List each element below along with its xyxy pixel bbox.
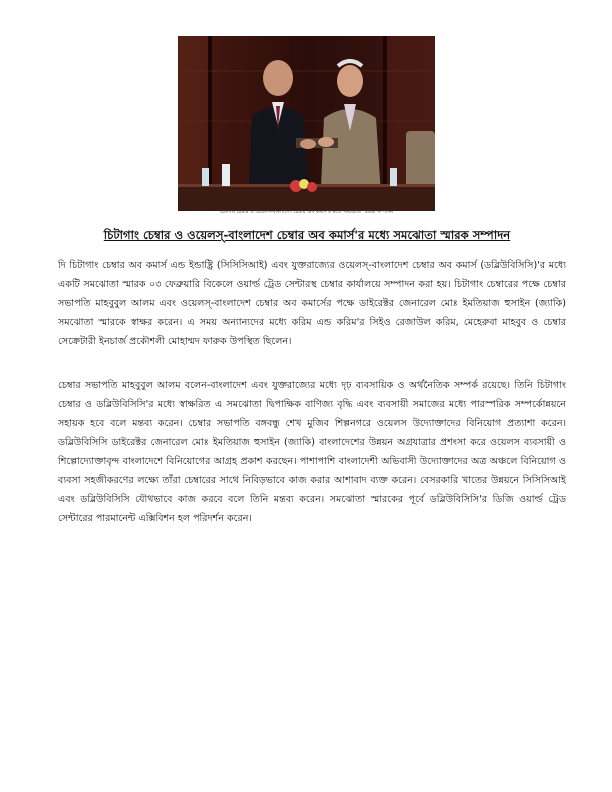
signing-ceremony-photo [178,36,435,211]
article-paragraph-1: দি চিটাগাং চেম্বার অব কমার্স এন্ড ইন্ডাষ্ট্রি (সিসিসিআই) এবং যুক্তরাজ্যের ওয়েলস্-বাংলাদেশ চেম্বার অব কমার্স (ডব্লিউবিসিসি)'র মধ্যে একটি সমঝোতা স্মারক ০৩ ফেব্রুয়ারি বিকেলে ওয়ার্ল্ড ট্রেড সেন্টারস্থ চেম্বার কার্যালয়ে সম্পাদন করা হয়। চিটাগাং চেম্বারের পক্ষে চেম্বার সভাপতি মাহবুবুল আলম এবং ওয়েলস্-বাংলাদেশ চেম্বার অব কমার্সের পক্ষে ডাইরেক্টর জেনারেল মোঃ ইমতিয়াজ হুসাইন (জ্যাকি) সমঝোতা স্মারকে স্বাক্ষর করেন। এ সময় অন্যান্যদের মধ্যে করিম এন্ড করিম'র সিইও রেজাউল করিম, মেহেরুবা মাহবুব ও চেম্বার সেক্রেটারী ইনচার্জ প্রকৌশলী মোহাম্মদ ফারুক উপস্থিত ছিলেন। [58,260,566,347]
photo-caption: চিটাগাং চেম্বার ও ওয়েলস-বাংলাদেশ চেম্বার অব কমার্স'র মধ্যে সমঝোতা স্মারক সম্পাদন [219,209,394,215]
article-paragraph-2: চেম্বার সভাপতি মাহবুবুল আলম বলেন-বাংলাদেশ এবং যুক্তরাজ্যের মধ্যে দৃঢ় ব্যবসায়িক ও অর্থনৈতিক সম্পর্ক রয়েছে। তিনি চিটাগাং চেম্বার ও ডব্লিউবিসিসি'র মধ্যে স্বাক্ষরিত এ সমঝোতা দ্বিপাক্ষিক বাণিজ্য বৃদ্ধি এবং ব্যবসায়ী সমাজের মধ্যে পারস্পরিক সম্পর্কোন্নয়নে সহায়ক হবে বলে মন্তব্য করেন। চেম্বার সভাপতি বঙ্গবন্ধু শেখ মুজিব শিল্পনগরে ওয়েলস উদ্যোক্তাদের বিনিয়োগ প্রত্যাশা করেন। ডব্লিউবিসিসি ডাইরেক্টর জেনারেল মোঃ ইমতিয়াজ হুসাইন (জ্যাকি) বাংলাদেশের উন্নয়ন অগ্রযাত্রার প্রশংসা করে ওয়েলস ব্যবসায়ী ও শিল্পোদ্যোক্তাবৃন্দ বাংলাদেশে বিনিয়োগের আগ্রহ প্রকাশ করছেন। পাশাপাশি বাংলাদেশী অভিবাসী উদ্যোক্তাদের অত্র অঞ্চলে বিনিয়োগ ও ব্যবসা সহজীকরণের লক্ষ্যে তাঁরা চেম্বারের সাথে নিবিড়ভাবে কাজ করার আশাবাদ ব্যক্ত করেন। বেসরকারি খাতের উন্নয়নে সিসিসিআই এবং ডব্লিউবিসিসি যৌথভাবে কাজ করবে বলে তিনি মন্তব্য করেন। সমঝোতা স্মারকের পূর্বে ডব্লিউবিসিসি'র ডিজি ওয়ার্ল্ড ট্রেড সেন্টারের পারমানেন্ট এক্সিবিশন হল পরিদর্শন করেন। [58,380,566,524]
article-headline: চিটাগাং চেম্বার ও ওয়েলস্-বাংলাদেশ চেম্বার অব কমার্স'র মধ্যে সমঝোতা স্মারক সম্পাদন [103,228,511,242]
news-photo [178,36,435,211]
